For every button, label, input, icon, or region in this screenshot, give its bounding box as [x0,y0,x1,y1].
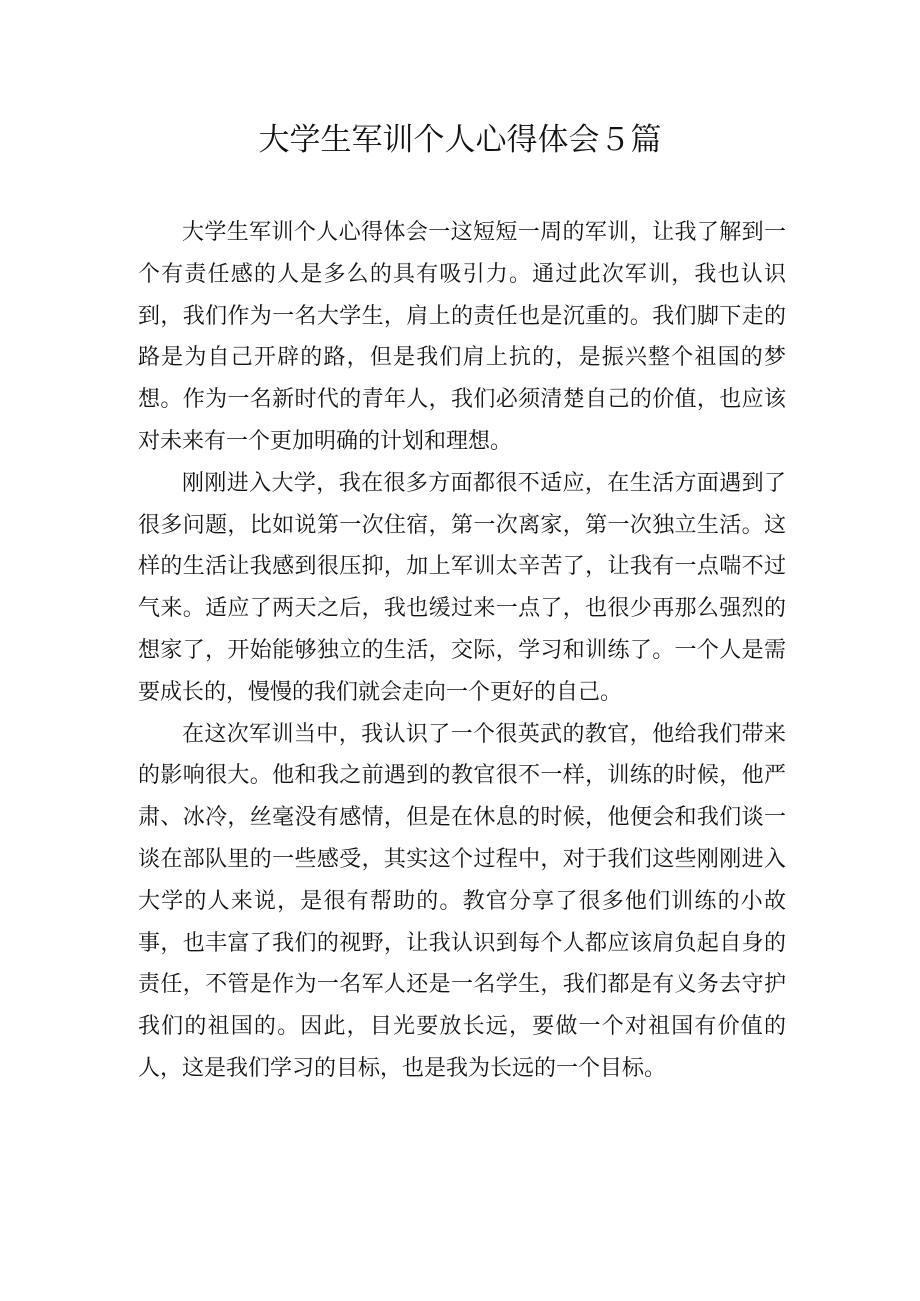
paragraph-1: 大学生军训个人心得体会一这短短一周的军训，让我了解到一个有责任感的人是多么的具有吸引力。通过此次军训，我也认识到，我们作为一名大学生，肩上的责任也是沉重的。我们脚下走的路是为自己开辟的路，但是我们肩上抗的，是振兴整个祖国的梦想。作为一名新时代的青年人，我们必须清楚自己的价值，也应该对未来有一个更加明确的计划和理想。 [138,220,786,454]
paragraph-3: 在这次军训当中，我认识了一个很英武的教官，他给我们带来的影响很大。他和我之前遇到的教官很不一样，训练的时候，他严肃、冰冷，丝毫没有感情，但是在休息的时候，他便会和我们谈一谈在部队里的一些感受，其实这个过程中，对于我们这些刚刚进入大学的人来说，是很有帮助的。教官分享了很多他们训练的小故事，也丰富了我们的视野，让我认识到每个人都应该肩负起自身的责任，不管是作为一名军人还是一名学生，我们都是有义务去守护我们的祖国的。因此，目光要放长远，要做一个对祖国有价值的人，这是我们学习的目标，也是我为长远的一个目标。 [138,721,786,1081]
paragraph-2: 刚刚进入大学，我在很多方面都很不适应，在生活方面遇到了很多问题，比如说第一次住宿，第一次离家，第一次独立生活。这样的生活让我感到很压抑，加上军训太辛苦了，让我有一点喘不过气来。适应了两天之后，我也缓过来一点了，也很少再那么强烈的想家了，开始能够独立的生活，交际，学习和训练了。一个人是需要成长的，慢慢的我们就会走向一个更好的自己。 [138,470,786,705]
document-body [138,212,786,1090]
document-title: 大学生军训个人心得体会５篇 [258,122,662,158]
